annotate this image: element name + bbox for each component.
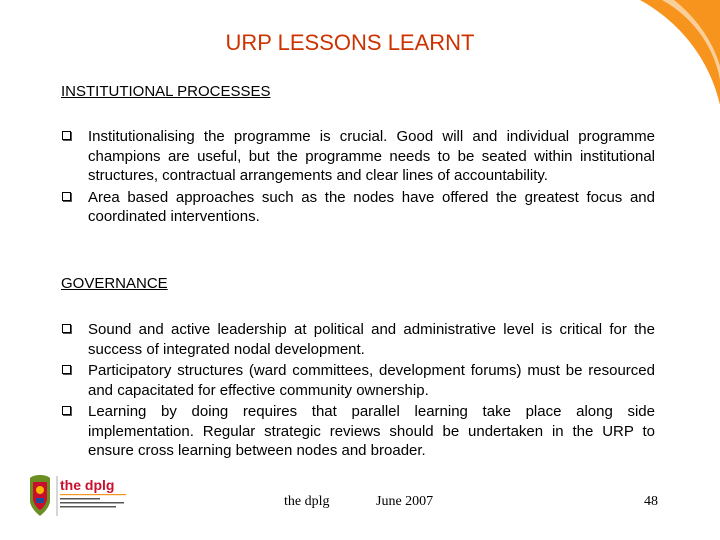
checkbox-bullet-icon <box>62 192 71 201</box>
list-item <box>61 127 655 186</box>
section-heading-institutional-processes: INSTITUTIONAL PROCESSES <box>61 83 271 100</box>
checkbox-bullet-icon <box>62 365 71 374</box>
footer-organisation: the dplg <box>284 494 330 509</box>
institutional-processes-list <box>61 127 655 229</box>
checkbox-bullet-icon <box>62 131 71 140</box>
corner-swoosh-decoration <box>600 0 720 120</box>
bullet-text: Institutionalising the programme is crucial. Good will and individual programme champions are useful, but the programme needs to be seated within institutional structures, contractual arrangements and clear lines of accountability. <box>88 128 655 184</box>
slide-title: URP LESSONS LEARNT <box>225 30 475 55</box>
coat-of-arms-icon <box>30 475 50 516</box>
list-item <box>61 320 655 359</box>
checkbox-bullet-icon <box>62 406 71 415</box>
governance-list <box>61 320 655 463</box>
list-item <box>61 402 655 461</box>
bullet-text: Area based approaches such as the nodes have offered the greatest focus and coordinated interventions. <box>88 188 655 225</box>
footer-date: June 2007 <box>376 494 434 509</box>
bullet-text: Learning by doing requires that parallel learning take place along side implementation. Regular strategic reviews should be undertaken in the URP to ensure cross learning between nodes and broader. <box>88 403 655 459</box>
bullet-text: Sound and active leadership at political and administrative level is critical for the success of integrated nodal development. <box>88 321 655 358</box>
list-item <box>61 188 655 227</box>
section-heading-governance: GOVERNANCE <box>61 275 168 292</box>
bullet-text: Participatory structures (ward committees, development forums) must be resourced and capacitated for effective community ownership. <box>88 362 655 399</box>
list-item <box>61 361 655 400</box>
page-number: 48 <box>644 494 658 509</box>
checkbox-bullet-icon <box>62 324 71 333</box>
logo-wordmark: the dplg <box>60 477 115 493</box>
dplg-logo <box>26 472 131 520</box>
